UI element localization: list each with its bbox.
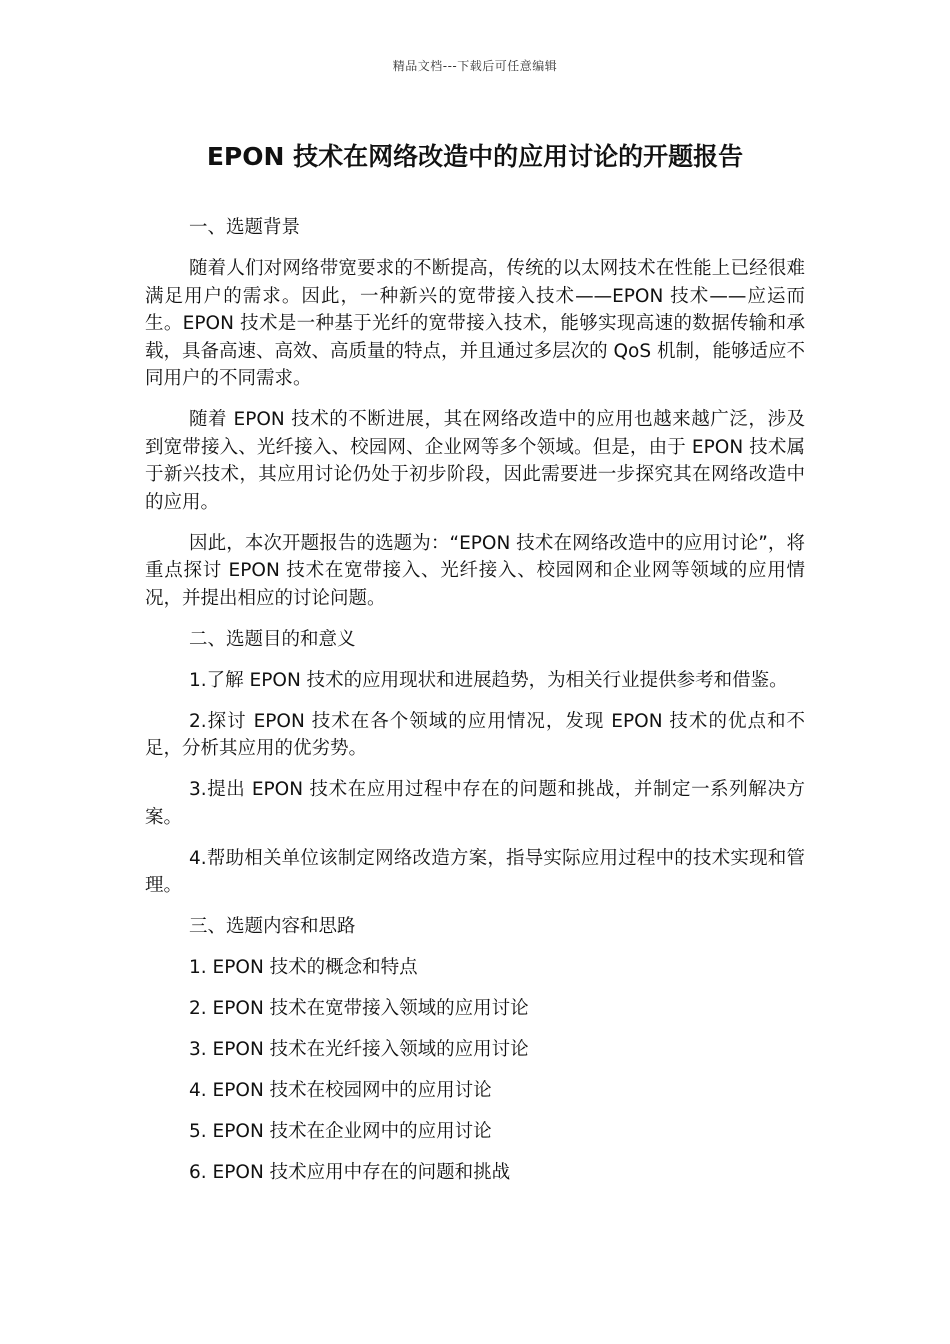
section-2-item-1: 1.了解 EPON 技术的应用现状和进展趋势，为相关行业提供参考和借鉴。: [189, 669, 788, 691]
section-3-item-4: 4. EPON 技术在校园网中的应用讨论: [189, 1080, 492, 1101]
section-2-heading: 二、选题目的和意义: [189, 628, 356, 650]
section-2-item-2: 2.探讨 EPON 技术在各个领域的应用情况，发现 EPON 技术的优点和不足，分析其应用的优劣势。: [145, 710, 805, 759]
section-1-paragraph-3: 因此，本次开题报告的选题为：“EPON 技术在网络改造中的应用讨论”，将重点探讨 EPON 技术在宽带接入、光纤接入、校园网和企业网等领域的应用情况，并提出相应的讨论问题。: [145, 532, 805, 609]
section-3-item-3: 3. EPON 技术在光纤接入领域的应用讨论: [189, 1039, 529, 1060]
section-3-item-2: 2. EPON 技术在宽带接入领域的应用讨论: [189, 998, 529, 1019]
header-note: 精品文档---下载后可任意编辑: [392, 59, 558, 73]
section-1-heading: 一、选题背景: [189, 217, 301, 238]
section-1-paragraph-1: 随着人们对网络带宽要求的不断提高，传统的以太网技术在性能上已经很难满足用户的需求。因此，一种新兴的宽带接入技术——EPON 技术——应运而生。EPON 技术是一种基于光纤的宽带接入技术，能够实现高速的数据传输和承载，具备高速、高效、高质量的特点，并且通过多层次的 QoS 机制，能够适应不同用户的不同需求。: [145, 258, 805, 389]
section-1-paragraph-2: 随着 EPON 技术的不断进展，其在网络改造中的应用也越来越广泛，涉及到宽带接入、光纤接入、校园网、企业网等多个领域。但是，由于 EPON 技术属于新兴技术，其应用讨论仍处于初步阶段，因此需要进一步探究其在网络改造中的应用。: [145, 409, 805, 513]
section-3-item-6: 6. EPON 技术应用中存在的问题和挑战: [189, 1162, 511, 1183]
section-3-item-5: 5. EPON 技术在企业网中的应用讨论: [189, 1121, 492, 1142]
section-2-item-4: 4.帮助相关单位该制定网络改造方案，指导实际应用过程中的技术实现和管理。: [145, 847, 805, 896]
document-body: [145, 214, 805, 1200]
section-2-item-3: 3.提出 EPON 技术在应用过程中存在的问题和挑战，并制定一系列解决方案。: [145, 779, 805, 828]
document-title: EPON 技术在网络改造中的应用讨论的开题报告: [206, 142, 744, 171]
section-3-item-1: 1. EPON 技术的概念和特点: [189, 957, 418, 978]
section-3-heading: 三、选题内容和思路: [189, 916, 356, 937]
